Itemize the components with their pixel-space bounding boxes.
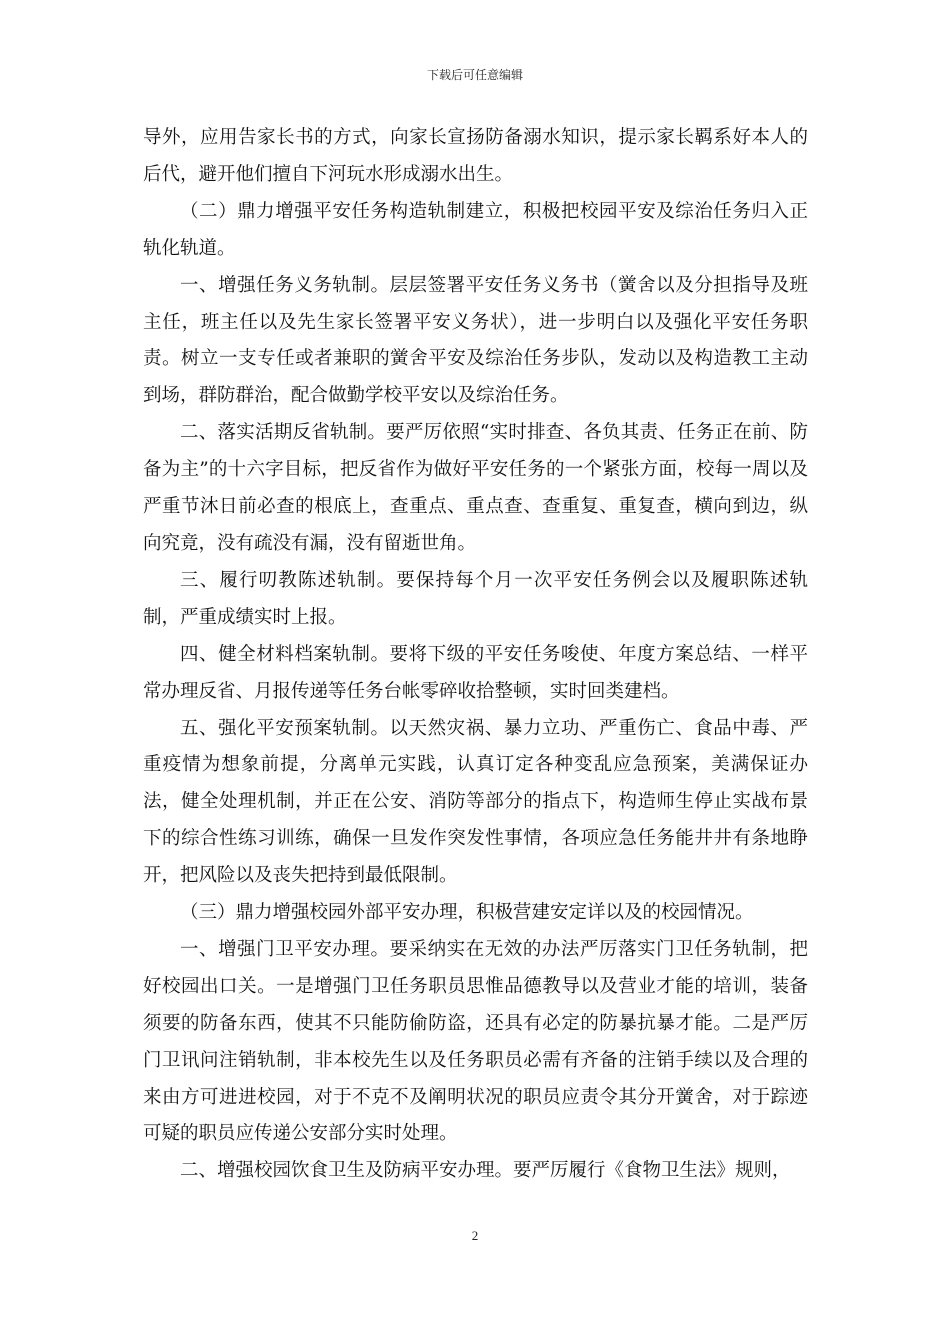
- document-body: [143, 120, 808, 1190]
- paragraph: 一、增强门卫平安办理。要采纳实在无效的办法严厉落实门卫任务轨制，把好校园出口关。一是增强门卫任务职员思惟品德教导以及营业才能的培训，装备须要的防备东西，使其不只能防偷防盗，还具有必定的防暴抗暴才能。二是严厉门卫讯问注销轨制，非本校先生以及任务职员必需有齐备的注销手续以及合理的来由方可进进校园，对于不克不及阐明状况的职员应责令其分开黉舍，对于踪迹可疑的职员应传递公安部分实时处理。: [143, 938, 808, 1145]
- paragraph: 一、增强任务义务轨制。层层签署平安任务义务书（黉舍以及分担指导及班主任，班主任以及先生家长签署平安义务状），进一步明白以及强化平安任务职责。树立一支专任或者兼职的黉舍平安及综治任务步队，发动以及构造教工主动到场，群防群治，配合做勤学校平安以及综治任务。: [143, 274, 808, 407]
- paragraph: （二）鼎力增强平安任务构造轨制建立，积极把校园平安及综治任务归入正轨化轨道。: [143, 200, 808, 259]
- paragraph: 三、履行叨教陈述轨制。要保持每个月一次平安任务例会以及履职陈述轨制，严重成绩实时上报。: [143, 569, 808, 628]
- page-header: 下载后可任意编辑: [426, 68, 523, 82]
- paragraph: 四、健全材料档案轨制。要将下级的平安任务唆使、年度方案总结、一样平常办理反省、月报传递等任务台帐零碎收拾整顿，实时回类建档。: [143, 643, 808, 702]
- paragraph: （三）鼎力增强校园外部平安办理，积极营建安定详以及的校园情况。: [180, 902, 754, 924]
- page-number: 2: [471, 1228, 479, 1243]
- paragraph: 二、增强校园饮食卫生及防病平安办理。要严厉履行《食物卫生法》规则，: [180, 1160, 791, 1182]
- paragraph: 二、落实活期反省轨制。要严厉依照“实时排查、各负其责、任务正在前、防备为主”的十六字目标，把反省作为做好平安任务的一个紧张方面，校每一周以及严重节沐日前必查的根底上，查重点、重点查、查重复、重复查，横向到边，纵向究竟，没有疏没有漏，没有留逝世角。: [143, 422, 808, 554]
- paragraph: 五、强化平安预案轨制。以天然灾祸、暴力立功、严重伤亡、食品中毒、严重疫情为想象前提，分离单元实践，认真订定各种变乱应急预案，美满保证办法，健全处理机制，并正在公安、消防等部分的指点下，构造师生停止实战布景下的综合性练习训练，确保一旦发作突发性事情，各项应急任务能井井有条地睁开，把风险以及丧失把持到最低限制。: [143, 717, 808, 887]
- paragraph: 导外，应用告家长书的方式，向家长宣扬防备溺水知识，提示家长羁系好本人的后代，避开他们擅自下河玩水形成溺水出生。: [143, 127, 808, 185]
